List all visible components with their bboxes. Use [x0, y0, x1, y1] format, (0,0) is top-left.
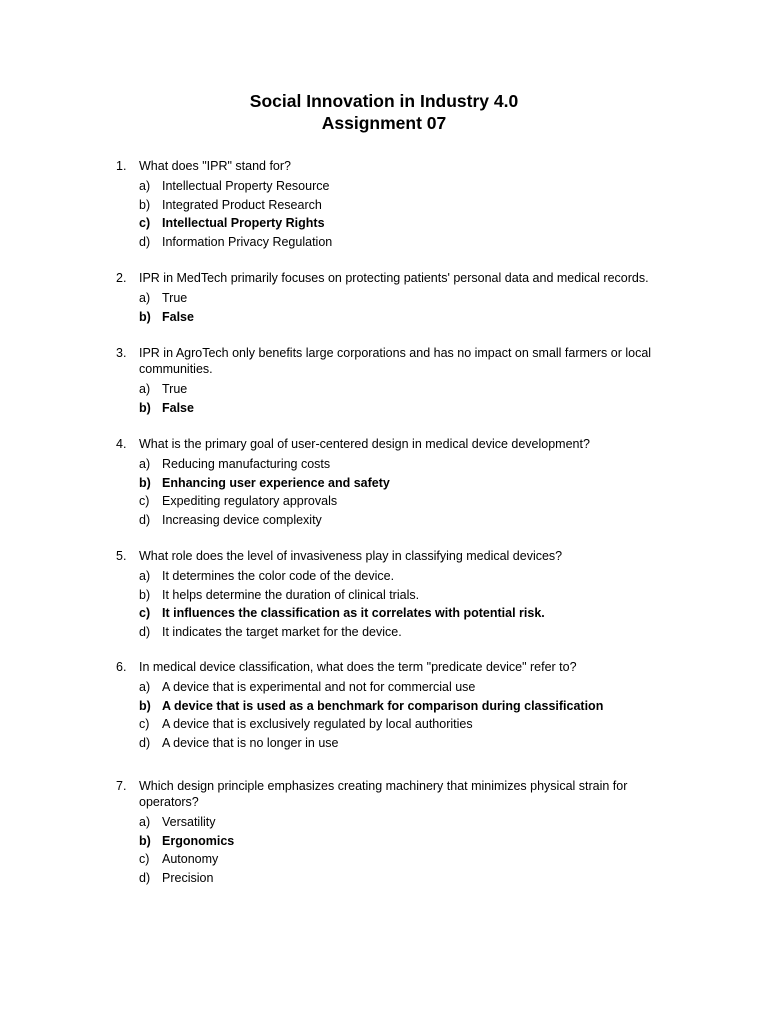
question-5 — [116, 548, 686, 641]
option-label: d) — [139, 234, 151, 249]
option-list — [116, 289, 686, 326]
question-stem — [116, 659, 686, 675]
option-label: d) — [139, 870, 151, 885]
option-text: Versatility — [162, 815, 216, 829]
option-label: a) — [139, 815, 151, 829]
question-text: What role does the level of invasiveness play in classifying medical devices? — [139, 549, 563, 563]
option-label: d) — [139, 735, 151, 750]
answer-option — [116, 623, 686, 642]
question-stem — [116, 436, 686, 452]
option-list — [116, 177, 686, 251]
question-text: In medical device classification, what does the term "predicate device" refer to? — [139, 660, 577, 674]
question-number: 4. — [116, 437, 127, 451]
option-label: b) — [139, 197, 151, 212]
option-text: A device that is used as a benchmark for comparison during classification — [162, 698, 604, 713]
answer-option — [116, 850, 686, 869]
option-list — [116, 813, 686, 887]
answer-option — [116, 586, 686, 605]
option-text: It helps determine the duration of clinical trials. — [162, 587, 420, 602]
answer-option — [116, 455, 686, 474]
option-text: Intellectual Property Resource — [162, 179, 330, 193]
option-label: a) — [139, 179, 151, 193]
correct-answer-option — [116, 399, 686, 418]
question-stem — [116, 548, 686, 564]
option-label: a) — [139, 291, 151, 305]
option-text: Reducing manufacturing costs — [162, 457, 331, 471]
option-label: c) — [139, 606, 151, 620]
question-2 — [116, 270, 686, 326]
correct-answer-option — [116, 308, 686, 327]
answer-option — [116, 567, 686, 586]
correct-answer-option — [116, 474, 686, 493]
question-1 — [116, 158, 686, 251]
option-text: It determines the color code of the device. — [162, 569, 395, 583]
option-text: A device that is experimental and not for commercial use — [162, 680, 476, 694]
option-label: b) — [139, 400, 151, 415]
correct-answer-option — [116, 604, 686, 623]
answer-option — [116, 734, 686, 753]
option-label: b) — [139, 698, 151, 713]
question-6 — [116, 659, 686, 752]
answer-option — [116, 492, 686, 511]
option-text: Autonomy — [162, 852, 219, 866]
option-label: b) — [139, 475, 151, 490]
answer-option — [116, 511, 686, 530]
question-text: IPR in AgroTech only benefits large corporations and has no impact on small farmers or local communities. — [139, 346, 652, 376]
option-text: Enhancing user experience and safety — [162, 475, 390, 490]
option-label: d) — [139, 512, 151, 527]
answer-option — [116, 869, 686, 888]
option-text: It influences the classification as it correlates with potential risk. — [162, 606, 545, 620]
option-text: Increasing device complexity — [162, 512, 322, 527]
option-text: Expediting regulatory approvals — [162, 494, 338, 508]
question-7 — [116, 778, 686, 887]
question-text: What does "IPR" stand for? — [139, 159, 292, 173]
option-text: It indicates the target market for the device. — [162, 624, 402, 639]
option-label: c) — [139, 717, 150, 731]
option-label: a) — [139, 680, 151, 694]
question-text: What is the primary goal of user-centered design in medical device development? — [139, 437, 590, 451]
option-list — [116, 380, 686, 417]
question-number: 5. — [116, 549, 127, 563]
option-label: a) — [139, 457, 151, 471]
option-text: True — [162, 382, 188, 396]
option-label: a) — [139, 382, 151, 396]
question-number: 3. — [116, 346, 127, 360]
question-number: 1. — [116, 159, 127, 173]
option-text: True — [162, 291, 188, 305]
question-text: Which design principle emphasizes creating machinery that minimizes physical strain for operators? — [139, 779, 628, 809]
option-text: A device that is exclusively regulated by local authorities — [162, 717, 473, 731]
option-list — [116, 678, 686, 752]
option-label: b) — [139, 833, 151, 848]
option-label: a) — [139, 569, 151, 583]
question-number: 7. — [116, 779, 127, 793]
question-number: 2. — [116, 271, 127, 285]
option-label: b) — [139, 587, 151, 602]
option-label: d) — [139, 624, 151, 639]
question-text: IPR in MedTech primarily focuses on protecting patients' personal data and medical records. — [139, 271, 649, 285]
option-label: c) — [139, 494, 150, 508]
option-label: c) — [139, 216, 151, 230]
question-stem — [116, 778, 686, 810]
answer-option — [116, 289, 686, 308]
answer-option — [116, 380, 686, 399]
answer-option — [116, 233, 686, 252]
document-subtitle: Assignment 07 — [321, 113, 447, 133]
correct-answer-option — [116, 832, 686, 851]
question-3 — [116, 345, 686, 417]
option-text: Integrated Product Research — [162, 197, 322, 212]
option-text: A device that is no longer in use — [162, 735, 339, 750]
answer-option — [116, 678, 686, 697]
correct-answer-option — [116, 214, 686, 233]
correct-answer-option — [116, 697, 686, 716]
question-number: 6. — [116, 660, 127, 674]
question-stem — [116, 158, 686, 174]
option-text: False — [162, 309, 194, 324]
option-text: Information Privacy Regulation — [162, 234, 333, 249]
answer-option — [116, 177, 686, 196]
option-text: Precision — [162, 870, 214, 885]
question-stem — [116, 270, 686, 286]
option-list — [116, 455, 686, 529]
option-label: b) — [139, 309, 151, 324]
option-text: False — [162, 400, 194, 415]
answer-option — [116, 813, 686, 832]
question-4 — [116, 436, 686, 529]
answer-option — [116, 196, 686, 215]
option-label: c) — [139, 852, 150, 866]
option-text: Ergonomics — [162, 833, 235, 848]
answer-option — [116, 715, 686, 734]
question-stem — [116, 345, 686, 377]
option-text: Intellectual Property Rights — [162, 216, 325, 230]
option-list — [116, 567, 686, 641]
document-title: Social Innovation in Industry 4.0 — [249, 91, 519, 111]
